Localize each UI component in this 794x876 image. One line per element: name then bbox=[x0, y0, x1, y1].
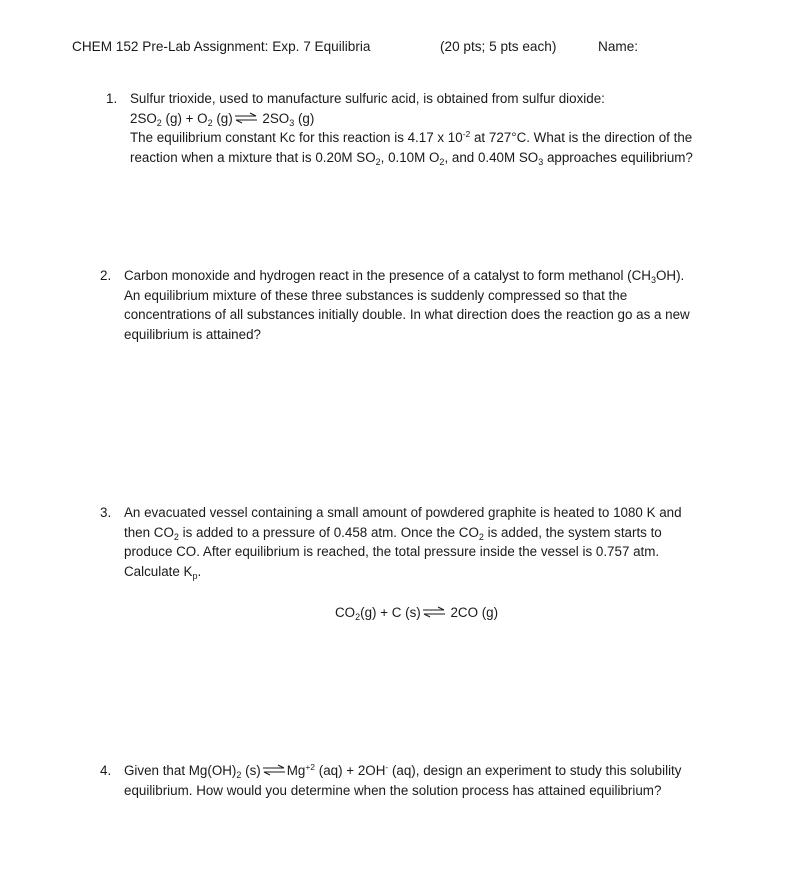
question-line: then $CO_2$ is added to a pressure of 0.458 atm. Once the $CO_2$ is added, the system starts to bbox=[124, 524, 662, 542]
equilibrium-arrow-icon bbox=[234, 112, 258, 124]
question-number: 3. bbox=[100, 505, 112, 520]
equilibrium-arrow-icon bbox=[262, 764, 286, 776]
equation-lhs: $CO_2(g) + C$ (s) bbox=[335, 605, 421, 622]
question-number: 4. bbox=[100, 763, 112, 778]
question-text bbox=[124, 503, 682, 581]
question-line: Sulfur trioxide, used to manufacture sulfuric acid, is obtained from sulfur dioxide: bbox=[130, 91, 605, 106]
question-line: equilibrium. How would you determine when the solution process has attained equilibrium? bbox=[124, 782, 662, 798]
points-label: (20 pts; 5 pts each) bbox=[440, 39, 557, 54]
equation-rhs: $2SO_3$ (g) bbox=[258, 110, 315, 128]
equation-rhs: 2CO (g) bbox=[446, 605, 499, 620]
question-number: 1. bbox=[106, 91, 118, 106]
assignment-title: CHEM 152 Pre-Lab Assignment: Exp. 7 Equilibria bbox=[72, 39, 371, 54]
question-line: Given that $Mg(OH)_2$ (s) $Mg^{+2}$ (aq) + 2OH- (aq), design an experiment to study this solubility bbox=[124, 762, 682, 780]
name-label: Name: bbox=[598, 39, 639, 54]
question-text bbox=[124, 761, 681, 800]
question-line: Calculate $K_p$. bbox=[124, 563, 202, 581]
question-text bbox=[130, 89, 693, 167]
question-line: An evacuated vessel containing a small amount of powdered graphite is heated to 1080 K and bbox=[124, 505, 682, 520]
question-number: 2. bbox=[100, 268, 112, 283]
exponent: -2 bbox=[462, 129, 471, 139]
question-line: The equilibrium constant Kc for this reaction is 4.17 x $10^{-2}$ at 727°C. What is the direction of the bbox=[130, 129, 693, 145]
equilibrium-arrow-icon bbox=[422, 606, 446, 618]
chemical-equation bbox=[130, 109, 693, 129]
question-text bbox=[124, 266, 690, 344]
chemical-equation bbox=[335, 603, 498, 623]
question-line: produce CO. After equilibrium is reached, the total pressure inside the vessel is 0.757 atm. bbox=[124, 544, 660, 559]
question-line: reaction when a mixture that is 0.20M $SO_2$, 0.10M $O_2$, and 0.40M $SO_3$ approaches equilibrium? bbox=[130, 149, 693, 167]
question-line: concentrations of all substances initially double. In what direction does the reaction go as a new bbox=[124, 307, 690, 322]
equation-lhs: $2SO_2$ $(g) + O_2$ (g) bbox=[130, 110, 233, 128]
question-line: equilibrium is attained? bbox=[124, 326, 261, 342]
question-line: Carbon monoxide and hydrogen react in the presence of a catalyst to form methanol $(CH_3OH)$. bbox=[124, 268, 685, 285]
question-line: An equilibrium mixture of these three substances is suddenly compressed so that the bbox=[124, 287, 628, 303]
